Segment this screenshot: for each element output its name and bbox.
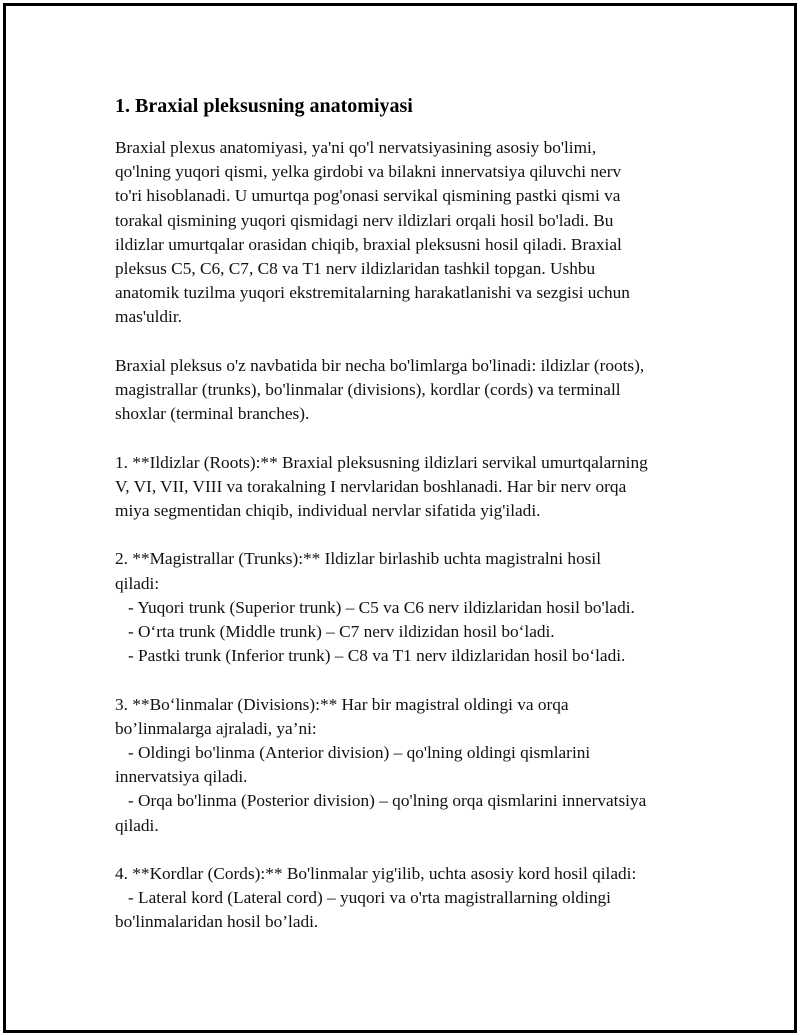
paragraph-divisions-overview [115, 354, 715, 427]
text-line: qiladi: [115, 573, 160, 593]
paragraph-intro [115, 136, 715, 330]
list-item: - Orqa bo'linma (Posterior division) – qo'lning orqa qismlarini innervatsiya [115, 791, 647, 811]
list-item: - Lateral kord (Lateral cord) – yuqori va o'rta magistrallarning oldingi [115, 888, 611, 908]
text-line: mas'uldir. [115, 307, 182, 327]
text-line: pleksus C5, C6, C7, C8 va T1 nerv ildizlaridan tashkil topgan. Ushbu [115, 259, 596, 279]
text-line: anatomik tuzilma yuqori ekstremitalarning harakatlanishi va sezgisi uchun [115, 283, 630, 303]
text-line: magistrallar (trunks), bo'linmalar (divisions), kordlar (cords) va terminall [115, 380, 621, 400]
text-line: 1. **Ildizlar (Roots):** Braxial pleksusning ildizlari servikal umurtqalarning [115, 452, 648, 472]
text-line: Braxial plexus anatomiyasi, ya'ni qo'l nervatsiyasining asosiy bo'limi, [115, 138, 597, 157]
text-line: qiladi. [115, 815, 159, 835]
text-line: shoxlar (terminal branches). [115, 404, 310, 424]
paragraph-cords [115, 862, 715, 935]
list-item: - Yuqori trunk (Superior trunk) – C5 va C6 nerv ildizlaridan hosil bo'ladi. [115, 597, 635, 617]
list-item: - Pastki trunk (Inferior trunk) – C8 va T1 nerv ildizlaridan hosil bo‘ladi. [115, 646, 626, 666]
text-line: 2. **Magistrallar (Trunks):** Ildizlar birlashib uchta magistralni hosil [115, 549, 602, 569]
document-body [115, 92, 715, 959]
text-line: to'ri hisoblanadi. U umurtqa pog'onasi servikal qismining pastki qismi va [115, 186, 621, 206]
text-line: 3. **Bo‘linmalar (Divisions):** Har bir magistral oldingi va orqa [115, 694, 569, 714]
list-item: - O‘rta trunk (Middle trunk) – C7 nerv ildizidan hosil bo‘ladi. [115, 622, 555, 642]
text-line: miya segmentidan chiqib, individual nervlar sifatida yig'iladi. [115, 501, 541, 521]
text-line: qo'lning yuqori qismi, yelka girdobi va bilakni innervatsiya qiluvchi nerv [115, 162, 622, 182]
text-line: innervatsiya qiladi. [115, 767, 248, 787]
text-line: 4. **Kordlar (Cords):** Bo'linmalar yig'ilib, uchta asosiy kord hosil qiladi: [115, 864, 637, 884]
paragraph-roots [115, 451, 715, 524]
text-line: torakal qismining yuqori qismidagi nerv ildizlari orqali hosil bo'ladi. Bu [115, 210, 614, 230]
text-line: ildizlar umurtqalar orasidan chiqib, braxial pleksusni hosil qiladi. Braxial [115, 234, 622, 254]
text-line: bo’linmalarga ajraladi, ya’ni: [115, 718, 317, 738]
paragraph-trunks [115, 547, 715, 668]
text-line: bo'linmalaridan hosil bo’ladi. [115, 912, 319, 932]
text-line: V, VI, VII, VIII va torakalning I nervlaridan boshlanadi. Har bir nerv orqa [115, 476, 627, 496]
text-line: Braxial pleksus o'z navbatida bir necha bo'limlarga bo'linadi: ildizlar (roots), [115, 355, 645, 375]
list-item: - Oldingi bo'linma (Anterior division) – qo'lning oldingi qismlarini [115, 743, 591, 763]
section-heading: 1. Braxial pleksusning anatomiyasi [115, 95, 413, 117]
paragraph-divisions [115, 693, 715, 838]
